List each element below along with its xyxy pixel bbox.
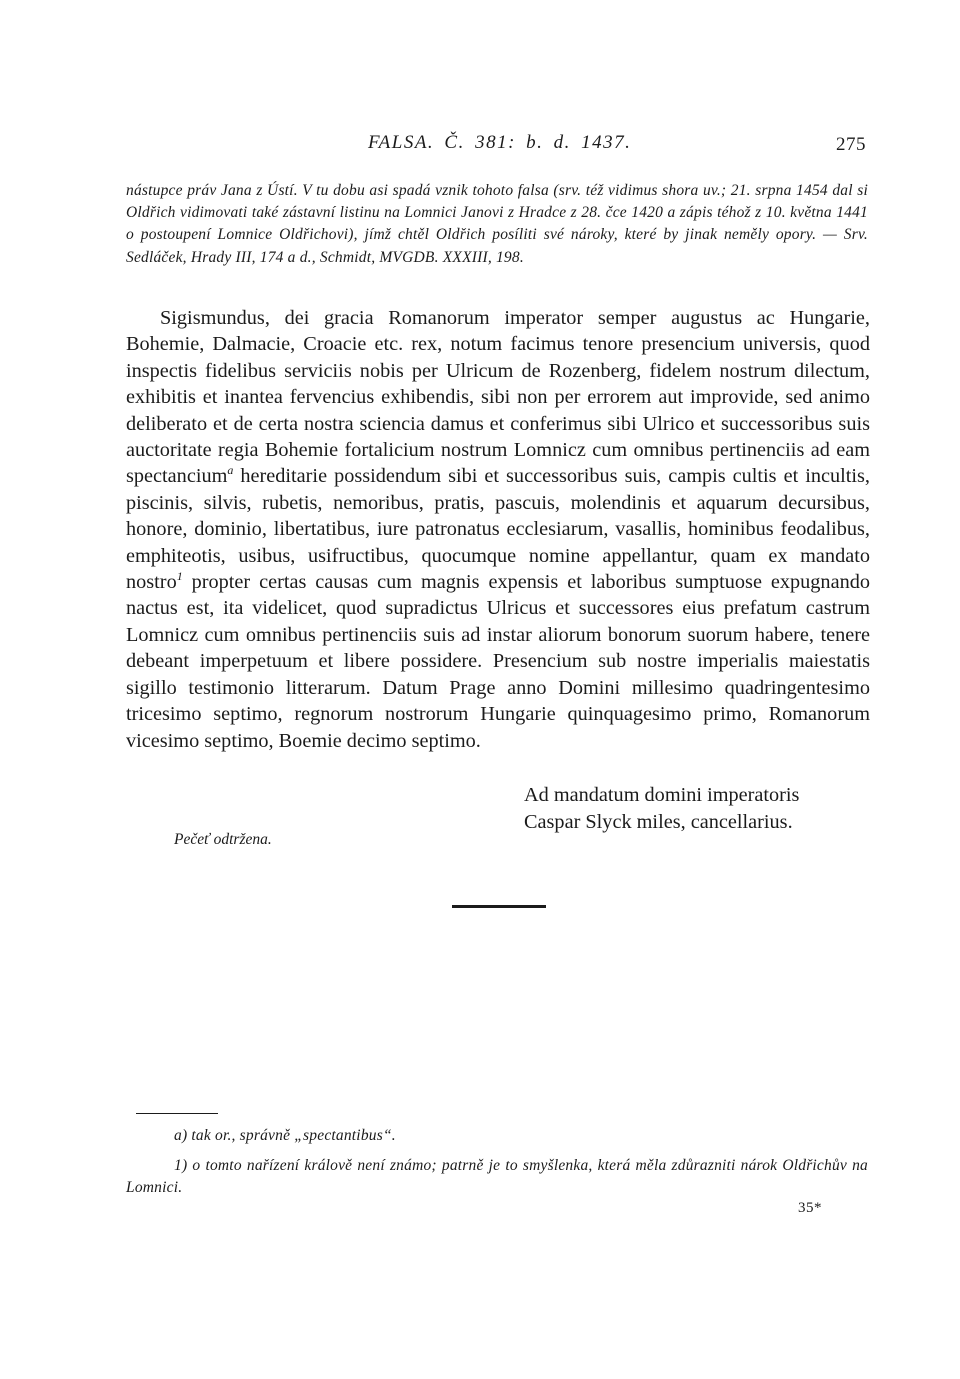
seal-note: Pečeť odtržena. xyxy=(174,831,272,848)
charter-text-part2: hereditarie possidendum sibi et successoribus suis, campis cultis et incultis, piscinis, silvis, rubetis, nemoribus, pratis, pascuis, molendinis et aquarum decursibus, honore, dominio, libertatibus, iure patronatus ecclesiarum, vasallis, hominibus feodalibus, emphiteotis, usibus, usifructibus, quocumque nomine appellantur, quam ex mandato nostro xyxy=(126,465,870,594)
introductory-note: nástupce práv Jana z Ústí. V tu dobu asi spadá vznik tohoto falsa (srv. též vidimus shora uv.; 21. srpna 1454 dal si Oldřich vidimovati také zástavní listinu na Lomnici Janovi z Hradce z 28. čce 1420 a zápis téhož z 10. května 1441 o postoupení Lomnice Oldřichovi), jímž chtěl Oldřich posíliti své nároky, které by jinak neměly opory. — Srv. Sedláček, Hrady III, 174 a d., Schmidt, MVGDB. XXXIII, 198. xyxy=(126,182,868,266)
end-of-document-rule xyxy=(452,905,546,908)
footnote-a: a) tak or., správně „spectantibus“. xyxy=(174,1127,396,1144)
sheet-signature: 35* xyxy=(798,1200,822,1216)
charter-text xyxy=(126,305,870,754)
charter-text-part3: propter certas causas cum magnis expensis et laboribus sumptuose expugnando nactus est, ita videlicet, quod supradictus Ulricus et successores eius prefatum castrum Lomnicz cum omnibus pertinenciis suis ad instar aliorum bonorum suorum habere, tenere debeant imperpetuum et libere possidere. Presencium sub nostre imperialis maiestatis sigillo testimonio litterarum. Datum Prage anno Domini millesimo quadringentesimo tricesimo septimo, regnorum nostrorum Hungarie quinquagesimo primo, Romanorum vicesimo septimo, Boemie decimo septimo. xyxy=(126,571,870,752)
subscription-line-2: Caspar Slyck miles, cancellarius. xyxy=(524,811,793,833)
footnote-mark-a: a xyxy=(227,463,234,478)
chancery-subscription xyxy=(524,782,799,836)
charter-text-part1: Sigismundus, dei gracia Romanorum imperator semper augustus ac Hungarie, Bohemie, Dalmacie, Croacie etc. rex, notum facimus tenore presencium universis, quod inspectis fidelibus serviciis nobis per Ulricum de Rozenberg, fidelem nostrum dilectum, exhibitis et inantea fervencius exhibendis, sibi non per errorem aut improvide, sed animo deliberato et de certa nostra sciencia damus et conferimus sibi Ulrico et successoribus suis auctoritate regia Bohemie fortalicium nostrum Lomnicz cum omnibus pertinenciis ad eam spectancium xyxy=(126,307,870,488)
running-head xyxy=(0,132,960,162)
running-head-title: FALSA. Č. 381: b. d. 1437. xyxy=(368,132,632,153)
footnote-mark-1: 1 xyxy=(176,569,183,584)
footnote-1: 1) o tomto nařízení králově není známo; patrně je to smyšlenka, která měla zdůrazniti nárok Oldřichův na Lomnici. xyxy=(126,1157,868,1196)
page-number: 275 xyxy=(836,134,866,155)
footnote-separator xyxy=(136,1113,218,1114)
subscription-line-1: Ad mandatum domini imperatoris xyxy=(524,784,800,806)
